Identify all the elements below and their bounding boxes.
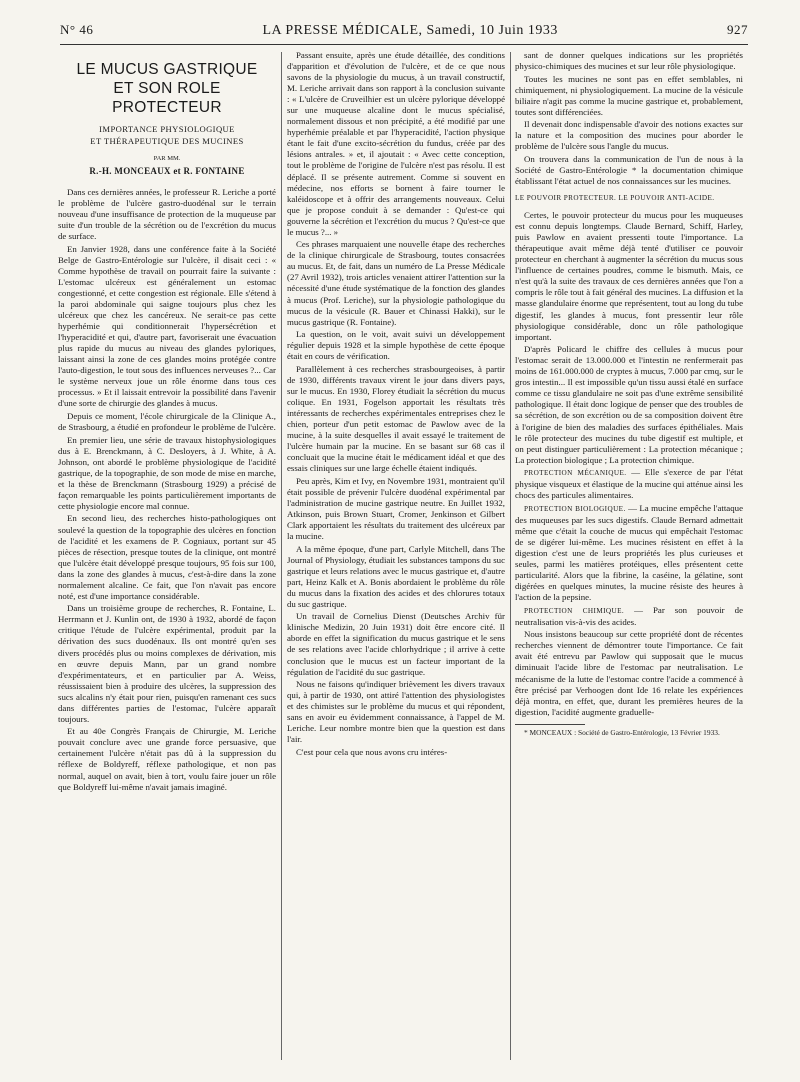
article-subtitle-line1: IMPORTANCE PHYSIOLOGIQUE bbox=[99, 124, 235, 134]
protection-topics bbox=[515, 467, 743, 628]
column-2-body bbox=[287, 50, 505, 758]
running-header bbox=[60, 22, 748, 42]
topic-heading: PROTECTION CHIMIQUE. bbox=[524, 606, 625, 615]
byline-par: PAR MM. bbox=[153, 155, 181, 162]
column-divider bbox=[281, 52, 282, 1060]
paragraph: Depuis ce moment, l'école chirurgicale de la Clinique A., de Strasbourg, a étudié en profondeur le problème de l'ulcère. bbox=[58, 411, 276, 433]
paragraph: Dans un troisième groupe de recherches, R. Fontaine, L. Herrmann et J. Kunlin ont, de 1930 à 1932, abordé de façon critique l'étude de l'ulcère expérimental, produit par la dérivation des sucs duodénaux. Ils ont montré qu'en ses divers procédés plus ou moins complexes de dérivation, mis en œuvre depuis Mann, par un grand nombre d'expérimentateurs, et en particulier par A. Weiss, réussissaient bien à produire des ulcères, la suppression des sucs alcalins n'y était pour rien, puisqu'en ramenant ces sucs dans différentes parties de l'estomac, l'ulcère apparaît toujours. bbox=[58, 603, 276, 724]
paragraph: D'après Policard le chiffre des cellules à mucus pour l'estomac serait de 13.000.000 et l'intestin ne renfermerait pas moins de 161.000.000 de cryptes à mucus, 7.000 par cmq, sur le gros intestin... Il est impossible qu'un tissu aussi étalé en surface comme ce tissu glandulaire ne soit pas d'une extrême sensibilité pathologique. Il était donc logique de penser que des troubles de sa sécrétion, de son excrétion ou de sa composition doivent être à l'origine de bien des maladies des surfaces épithéliales. Mais le rôle protecteur des mucines du tube digestif est multiple, et on peut distinguer particulièrement : La protection mécanique ; La protection biologique ; La protection chimique. bbox=[515, 344, 743, 465]
issue-number: N° 46 bbox=[60, 22, 94, 37]
column-3 bbox=[515, 50, 743, 738]
paragraph: C'est pour cela que nous avons cru intéres- bbox=[296, 746, 448, 757]
paragraph: En Janvier 1928, dans une conférence faite à la Société Belge de Gastro-Entérologie sur l'ulcère, il disait ceci : « Comme hypothèse de travail on pourrait faire la suivante : L'estomac ulcéreux est généralement un estomac congestionné, et cette congestion est régionale. Elle s'étend à la paroi abdominale qui saigne toujours plus chez les ulcéreux que chez les cancéreux. Ne serait-ce pas cette hyperhémie qui conditionnerait l'hypersécrétion et l'hyperacidité et qui, d'autre part, favoriserait une évacuation plus rapide du mucus au niveau des glandes pyloriques, laissant ainsi la zone de ces glandes moins protégée contre l'auto-digestion, le tout sous des influences nerveuses ?... Car le système nerveux joue un rôle énorme dans tous ces processus. » Et il laissait entrevoir la possibilité dans l'avenir d'une sorte de chirurgie des glandes à mucus. bbox=[58, 243, 276, 409]
paragraph: En second lieu, des recherches histo-pathologiques ont soulevé la question de la topographie des ulcères en fonction de l'acidité et les examens de P. Cogniaux, portant sur 45 pièces de résection, presque toutes de la clinique, ont montré que l'ulcère était développé presque toujours, 95 fois sur 100, dans la zone des glandes à mucus, c'est-à-dire dans la zone normalement alcaline. Ce fait, que l'on n'avait pas encore noté, est d'une importance considérable. bbox=[58, 513, 276, 601]
paragraph: Toutes les mucines ne sont pas en effet semblables, ni chimiquement, ni physiologiquement. La mucine de la vésicule biliaire n'agit pas comme la mucine gastrique et, probablement, toutes sont différenciées. bbox=[515, 73, 743, 117]
paragraph: Un travail de Cornelius Dienst (Deutsches Archiv für klinische Medizin, 20 Juin 1931) doit être encore cité. Il aborde en effet la signification du mucus gastrique et le sens de ses relations avec l'acide chlorhydrique ; il arrive à cette conclusion que le mucus est un facteur important de la régulation de l'acidité du suc gastrique. bbox=[287, 611, 505, 677]
topic-paragraph bbox=[515, 605, 743, 628]
paragraph: On trouvera dans la communication de l'un de nous à la Société de Gastro-Entérologie * la documentation chimique établissant l'état actuel de nos connaissances sur les mucines. bbox=[515, 153, 743, 187]
paragraph: Nous insistons beaucoup sur cette propriété dont de récentes recherches viennent de démontrer toute l'importance. Ce fait avait été entrevu par Pawlow qui supposait que le mucus diminuait l'acide libre de l'estomac par neutralisation. Le mécanisme de la lutte de l'estomac contre l'acide a commencé à être précisé par Verhoogen dont Ide 16 relate les expériences déjà montra, en effet, que, durant les premières heures de la digestion, l'acidité augmente graduelle- bbox=[515, 629, 743, 717]
paragraph: Dans ces dernières années, le professeur R. Leriche a porté le problème de l'ulcère gastro-duodénal sur le terrain nouveau d'une insuffisance de protection de la muqueuse par suite d'un trouble de la sécrétion ou de l'excrétion du mucus de surface. bbox=[58, 187, 276, 242]
topic-text: — Par son pouvoir de neutralisation vis-à-vis des acides. bbox=[515, 604, 743, 627]
footnote-rule bbox=[515, 724, 585, 725]
paragraph: Certes, le pouvoir protecteur du mucus pour les muqueuses est connu depuis longtemps. Claude Bernard, Schiff, Harley, puis Pawlow en avaient pressenti toute l'importance. La thérapeutique avait même déjà tenté d'utiliser ce pouvoir protecteur en cherchant à augmenter la sécrétion du mucus sous l'influence de certaines poudres, comme le bismuth. Mais, ce n'est qu'à la suite des travaux de ces dernières années que l'on a compris le rôle tout à fait général des mucines. La diffusion et la masse glandulaire énorme que représentent, tout au long du tube digestif, les glandes à mucus, font pressentir leur rôle physiologique considérable, donc un rôle pathologique important. bbox=[515, 210, 743, 342]
article-title-line1: LE MUCUS GASTRIQUE bbox=[76, 61, 258, 78]
paragraph: Il devenait donc indispensable d'avoir des notions exactes sur la nature et la composition des mucines pour aborder le problème de l'ulcère sous l'angle du mucus. bbox=[515, 119, 743, 152]
column-2 bbox=[287, 50, 505, 759]
paragraph: sant de donner quelques indications sur les propriétés physico-chimiques des mucines et sur leur rôle physiologique. bbox=[515, 50, 743, 72]
paragraph: Parallèlement à ces recherches strasbourgeoises, à partir de 1930, différents travaux virent le jour dans divers pays, sur le mucus. En 1930, Florey étudiait la sécrétion du mucus colique. En 1931, Fogelson apportait les résultats très intéressants de recherches expérimentales entreprises chez le chien, porteur d'un petit estomac de Pawlow avec de la mucine, à la suite desquelles il avait essayé le traitement de l'ulcère humain par la mucine. En se basant sur 68 cas il concluait que la mucine était le médicament idéal et que des essais cliniques sur une large échelle étaient indiqués. bbox=[287, 363, 505, 474]
column-3-intro bbox=[515, 50, 743, 187]
column-3-body bbox=[515, 210, 743, 466]
column-1 bbox=[58, 50, 276, 794]
paragraph: En premier lieu, une série de travaux histophysiologiques dus à E. Brenckmann, à C. Desloyers, à J. White, à A. Johnson, ont abordé le problème physiologique de l'acidité gastrique, de la topographie, de son mode de mise en marche, et la thèse de Brenckmann (Strasbourg 1929) a précisé de façon remarquable les points particulièrement importants de cette physiologie encore mal connue. bbox=[58, 434, 276, 511]
topic-text: — La mucine empêche l'attaque des muqueuses par les sucs digestifs. Claude Bernard admettait même que c'était la couche de mucus qui empêchait l'estomac de se digérer lui-même. Les mucines résistent en effet à la digestion c'est une de leurs propriétés les plus curieuses et seules, parmi les matières protéiques, elles présentent cette particularité. Alors que la fibrine, la caséine, la gélatine, sont digérées en quelques minutes, la mucine résiste des heures à l'action de la pepsine. bbox=[515, 502, 744, 603]
paragraph: A la même époque, d'une part, Carlyle Mitchell, dans The Journal of Physiology, étudiait les substances tampons du suc gastrique et leurs relations avec le mucus gastrique et, d'autre part, Heinz Kalk et A. Bonis abordaient le problème du rôle du mucus dans la fixation des acides et des chlorures totaux du suc gastrique. bbox=[287, 543, 505, 609]
paragraph: Peu après, Kim et Ivy, en Novembre 1931, montraient qu'il était possible de prévenir l'ulcère duodénal expérimental par l'administration de mucine gastrique neutre. En Juillet 1932, Atkinson, puis Brown Stuart, Cromer, Jenkinson et Gilbert Clark apportaient les résultats du traitement des ulcéreux par la mucine. bbox=[287, 475, 505, 542]
column-1-body bbox=[58, 187, 276, 793]
column-divider bbox=[510, 52, 511, 1060]
paragraph: La question, on le voit, avait suivi un développement régulier depuis 1928 et la simple hypothèse de cette époque était en cours de vérification. bbox=[287, 329, 505, 362]
paragraph: Nous ne faisons qu'indiquer brièvement les divers travaux qui, à partir de 1930, ont attiré l'attention des physiologistes et des chimistes sur le problème du mucus et qui répondent, sans en avoir eu évidemment connaissance, à l'appel de M. Leriche. Leur nombre montre bien que la question est dans l'air. bbox=[287, 679, 505, 745]
topic-paragraph bbox=[515, 467, 743, 501]
topic-paragraph bbox=[515, 503, 743, 603]
topic-text: — Elle s'exerce de par l'état physique visqueux et élastique de la mucine qui atténue ainsi les chocs des particules alimentaires. bbox=[515, 467, 743, 501]
topic-heading: PROTECTION BIOLOGIQUE. bbox=[524, 504, 626, 513]
footnote: * MONCEAUX : Société de Gastro-Entérologie, 13 Février 1933. bbox=[524, 727, 720, 737]
authors: R.-H. MONCEAUX et R. FONTAINE bbox=[89, 166, 245, 177]
paragraph: Passant ensuite, après une étude détaillée, des conditions d'apparition et d'évolution de l'ulcère, et de ce que nous savons de la physiologie du mucus, à un travail constructif, M. Leriche arrivait dans son rapport à la conclusion suivante : « L'ulcère de Cruveilhier est un ulcère pylorique développé sur une muqueuse alcaline dont le mucus spécialisé, normalement dissous et non précipité, a été modifié par une hyperhémie préalable et par l'hyperacidité, l'action physique étant le fait d'une excito-sécrétion du fundus, créée par des lésions antrales. » et, il ajoutait : « Avec cette conception, tout le problème de l'origine de l'ulcère n'est pas résolu. Il est déplacé. Il se présente autrement. Comme si souvent en médecine, nos efforts se bornent à faire tourner le kaléidoscope et à offrir des arrangements nouveaux. Celui que je propose conduit à se demander : Qu'est-ce qui gouverne la sécrétion et l'excrétion du mucus ? Qu'est-ce que le mucus ?... » bbox=[287, 50, 505, 237]
journal-title: LA PRESSE MÉDICALE, Samedi, 10 Juin 1933 bbox=[262, 23, 558, 38]
page-number: 927 bbox=[726, 22, 748, 37]
paragraph: Ces phrases marquaient une nouvelle étape des recherches de la clinique chirurgicale de Strasbourg, toutes consacrées au mucus. Et, de fait, dans un numéro de La Presse Médicale (27 Avril 1932), trois articles venaient attirer l'attention sur la nécessité d'une étude systématique de la fonction des glandes à mucus (Prof. Leriche), sur la physiologie pathologique du mucus de la vésicule (R. Bauer et Chinassi Hakki), sur le mucus gastrique (R. Fontaine). bbox=[287, 239, 505, 327]
article-subtitle-line2: ET THÉRAPEUTIQUE DES MUCINES bbox=[90, 136, 244, 146]
topic-heading: PROTECTION MÉCANIQUE. bbox=[524, 469, 627, 478]
paragraph: Et au 40e Congrès Français de Chirurgie, M. Leriche pouvait conclure avec une grande force persuasive, que certainement l'ulcère n'était pas dû à la suppression du réflexe de Boldyreff, réflexe pathologique, et non pas normal, auquel on avait, bien à tort, voulu faire jouer un rôle que Boldyreff lui-même n'avait jamais imaginé. bbox=[58, 726, 276, 792]
article-title-line2: ET SON ROLE PROTECTEUR bbox=[112, 80, 222, 116]
header-rule bbox=[60, 44, 748, 45]
section-heading: LE POUVOIR PROTECTEUR. LE POUVOIR ANTI-ACIDE. bbox=[515, 194, 715, 203]
